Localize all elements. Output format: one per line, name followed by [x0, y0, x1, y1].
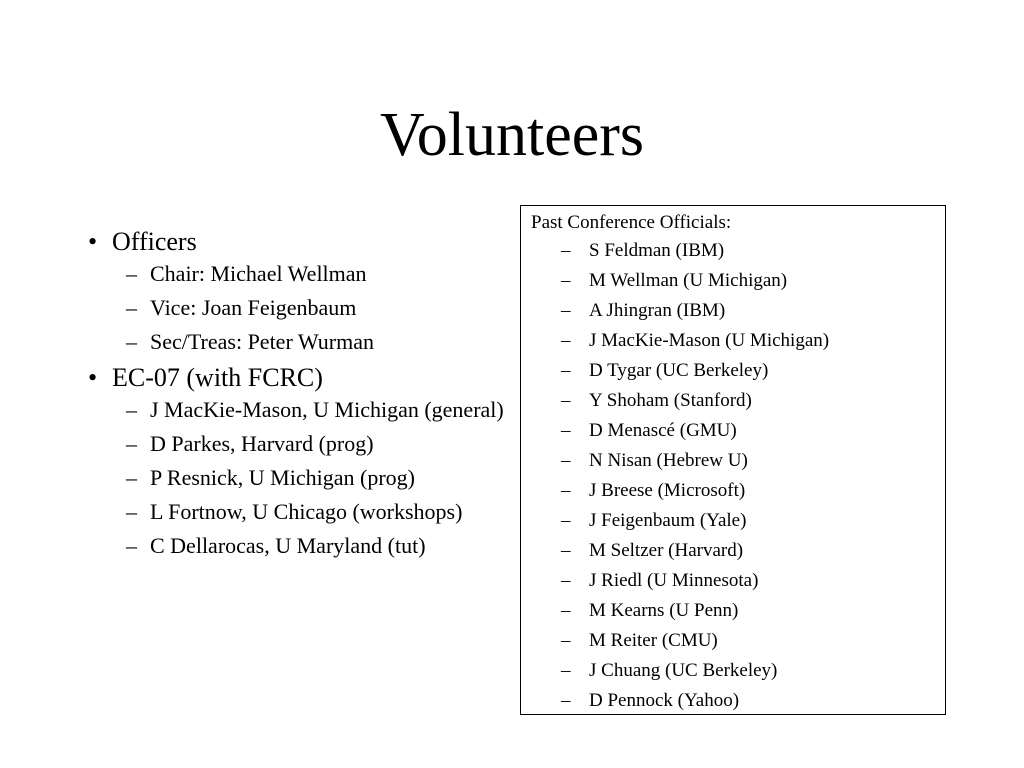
official-name: J Riedl (U Minnesota) [589, 570, 759, 591]
list-item [88, 464, 508, 492]
list-item-text: Vice: Joan Feigenbaum [150, 295, 357, 320]
dash-icon: – [561, 390, 571, 411]
dash-icon: – [126, 499, 137, 524]
official-item [531, 476, 945, 506]
official-item [531, 506, 945, 536]
volunteer-list [88, 226, 508, 566]
official-item [531, 626, 945, 656]
bullet-icon: • [88, 363, 98, 392]
dash-icon: – [126, 329, 137, 354]
official-name: M Seltzer (Harvard) [589, 540, 744, 561]
bullet-icon: • [88, 227, 98, 256]
list-item-text: L Fortnow, U Chicago (workshops) [150, 499, 463, 524]
official-item [531, 446, 945, 476]
official-item [531, 296, 945, 326]
official-name: S Feldman (IBM) [589, 240, 725, 261]
dash-icon: – [561, 420, 571, 441]
official-name: D Tygar (UC Berkeley) [589, 360, 769, 381]
section-heading-label: Officers [112, 227, 197, 256]
official-name: A Jhingran (IBM) [589, 300, 726, 321]
dash-icon: – [126, 465, 137, 490]
dash-icon: – [561, 570, 571, 591]
list-item-text: Sec/Treas: Peter Wurman [150, 329, 374, 354]
list-item-text: J MacKie-Mason, U Michigan (general) [150, 397, 504, 422]
official-name: J Breese (Microsoft) [589, 480, 746, 501]
official-item [531, 536, 945, 566]
official-item [531, 356, 945, 386]
list-item [88, 328, 508, 356]
dash-icon: – [126, 533, 137, 558]
list-item-text: P Resnick, U Michigan (prog) [150, 465, 415, 490]
official-name: D Pennock (Yahoo) [589, 690, 740, 711]
official-name: J MacKie-Mason (U Michigan) [589, 330, 830, 351]
section-heading-label: EC-07 (with FCRC) [112, 363, 323, 392]
official-name: D Menascé (GMU) [589, 420, 737, 441]
dash-icon: – [561, 360, 571, 381]
official-name: M Kearns (U Penn) [589, 600, 739, 621]
dash-icon: – [561, 630, 571, 651]
dash-icon: – [561, 330, 571, 351]
list-item [88, 260, 508, 288]
dash-icon: – [561, 270, 571, 291]
dash-icon: – [561, 600, 571, 621]
dash-icon: – [561, 540, 571, 561]
list-item [88, 532, 508, 560]
official-name: Y Shoham (Stanford) [589, 390, 752, 411]
dash-icon: – [126, 295, 137, 320]
list-item [88, 294, 508, 322]
past-officials-heading: Past Conference Officials: [531, 212, 732, 233]
official-name: N Nisan (Hebrew U) [589, 450, 748, 471]
official-item [531, 236, 945, 266]
slide-title: Volunteers [379, 101, 645, 169]
official-name: J Chuang (UC Berkeley) [589, 660, 778, 681]
dash-icon: – [561, 510, 571, 531]
list-item [88, 430, 508, 458]
list-item-text: D Parkes, Harvard (prog) [150, 431, 374, 456]
past-officials-box [520, 205, 946, 715]
official-item [531, 416, 945, 446]
ec07-list [88, 396, 508, 560]
dash-icon: – [126, 261, 137, 286]
official-name: M Wellman (U Michigan) [589, 270, 788, 291]
official-name: J Feigenbaum (Yale) [589, 510, 747, 531]
list-item [88, 396, 508, 424]
dash-icon: – [561, 480, 571, 501]
dash-icon: – [561, 300, 571, 321]
dash-icon: – [561, 660, 571, 681]
official-item [531, 596, 945, 626]
dash-icon: – [126, 431, 137, 456]
dash-icon: – [126, 397, 137, 422]
dash-icon: – [561, 240, 571, 261]
list-item-text: C Dellarocas, U Maryland (tut) [150, 533, 426, 558]
official-item [531, 686, 945, 716]
official-item [531, 386, 945, 416]
official-item [531, 326, 945, 356]
official-item [531, 656, 945, 686]
official-item [531, 266, 945, 296]
officers-list [88, 260, 508, 356]
section-heading [88, 362, 508, 393]
official-name: M Reiter (CMU) [589, 630, 718, 651]
section-heading [88, 226, 508, 257]
list-item [88, 498, 508, 526]
dash-icon: – [561, 690, 571, 711]
official-item [531, 566, 945, 596]
dash-icon: – [561, 450, 571, 471]
list-item-text: Chair: Michael Wellman [150, 261, 367, 286]
